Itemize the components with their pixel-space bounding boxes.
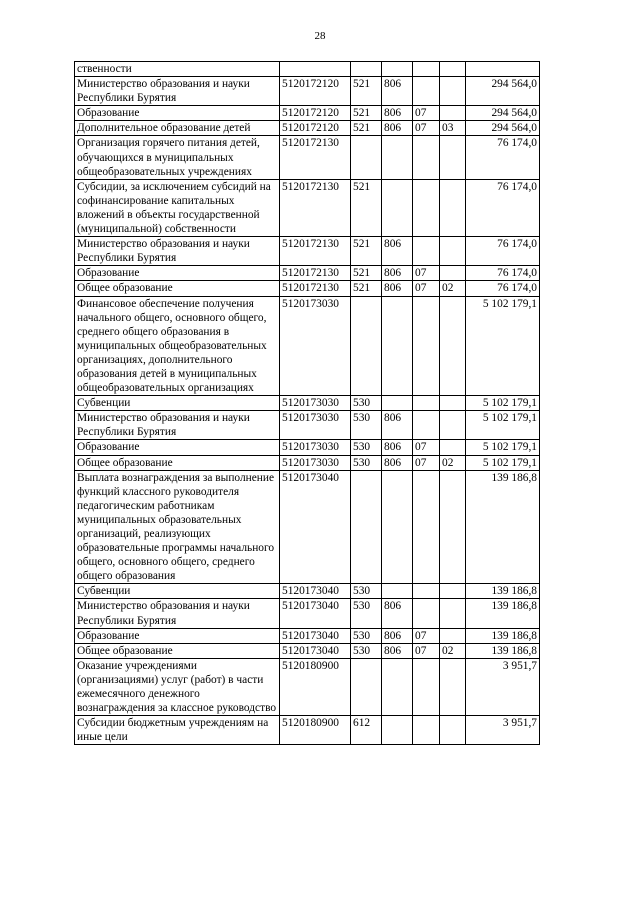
row-expense-type: 530 xyxy=(351,411,382,440)
row-subsection xyxy=(440,396,466,411)
row-section xyxy=(413,470,440,584)
row-name: Министерство образования и науки Республики Бурятия xyxy=(75,77,280,106)
table-row xyxy=(75,628,540,643)
row-expense-type: 612 xyxy=(351,716,382,745)
row-name: Образование xyxy=(75,266,280,281)
table-row xyxy=(75,237,540,266)
row-ministry-code: 806 xyxy=(382,237,413,266)
row-expense-type: 521 xyxy=(351,106,382,121)
row-amount: 76 174,0 xyxy=(466,266,540,281)
table-row xyxy=(75,411,540,440)
table-row xyxy=(75,106,540,121)
row-expense-type: 530 xyxy=(351,599,382,628)
row-section xyxy=(413,62,440,77)
row-ministry-code xyxy=(382,296,413,396)
row-ministry-code xyxy=(382,136,413,179)
row-name: Выплата вознаграждения за выполнение функций классного руководителя педагогическим работникам муниципальных образовательных организаций, реализующих образовательные программы начального общего, основного общего, среднего общего образования xyxy=(75,470,280,584)
row-target-article: 5120173030 xyxy=(280,411,351,440)
row-name: Министерство образования и науки Республики Бурятия xyxy=(75,237,280,266)
row-subsection xyxy=(440,470,466,584)
row-subsection xyxy=(440,62,466,77)
row-amount: 5 102 179,1 xyxy=(466,440,540,455)
row-target-article: 5120172120 xyxy=(280,121,351,136)
row-section: 07 xyxy=(413,266,440,281)
row-section: 07 xyxy=(413,281,440,296)
row-expense-type xyxy=(351,296,382,396)
row-subsection xyxy=(440,237,466,266)
row-ministry-code xyxy=(382,396,413,411)
row-expense-type: 530 xyxy=(351,396,382,411)
table-row xyxy=(75,77,540,106)
row-target-article: 5120173030 xyxy=(280,440,351,455)
budget-table xyxy=(74,61,540,745)
row-section xyxy=(413,77,440,106)
row-name: Общее образование xyxy=(75,455,280,470)
row-expense-type xyxy=(351,658,382,715)
row-target-article: 5120173040 xyxy=(280,584,351,599)
row-amount: 139 186,8 xyxy=(466,584,540,599)
row-section xyxy=(413,179,440,236)
row-subsection xyxy=(440,179,466,236)
row-section xyxy=(413,584,440,599)
row-subsection: 02 xyxy=(440,455,466,470)
row-name: Субвенции xyxy=(75,584,280,599)
row-expense-type xyxy=(351,470,382,584)
row-name: Образование xyxy=(75,440,280,455)
table-row xyxy=(75,296,540,396)
row-ministry-code: 806 xyxy=(382,77,413,106)
row-target-article: 5120172130 xyxy=(280,136,351,179)
row-subsection xyxy=(440,584,466,599)
row-amount: 139 186,8 xyxy=(466,643,540,658)
row-name: Общее образование xyxy=(75,643,280,658)
row-ministry-code xyxy=(382,470,413,584)
row-name: Субсидии бюджетным учреждениям на иные цели xyxy=(75,716,280,745)
budget-table-body xyxy=(75,62,540,745)
row-target-article: 5120180900 xyxy=(280,658,351,715)
row-target-article: 5120172120 xyxy=(280,106,351,121)
row-target-article: 5120180900 xyxy=(280,716,351,745)
row-amount: 5 102 179,1 xyxy=(466,411,540,440)
row-subsection xyxy=(440,77,466,106)
row-amount: 5 102 179,1 xyxy=(466,455,540,470)
row-subsection xyxy=(440,628,466,643)
row-amount: 294 564,0 xyxy=(466,106,540,121)
table-row xyxy=(75,281,540,296)
row-name: Оказание учреждениями (организациями) услуг (работ) в части ежемесячного денежного вознаграждения за классное руководство xyxy=(75,658,280,715)
row-ministry-code: 806 xyxy=(382,281,413,296)
row-expense-type: 521 xyxy=(351,77,382,106)
row-target-article: 5120173030 xyxy=(280,455,351,470)
row-ministry-code xyxy=(382,62,413,77)
table-row xyxy=(75,62,540,77)
row-section: 07 xyxy=(413,121,440,136)
table-row xyxy=(75,599,540,628)
row-amount: 139 186,8 xyxy=(466,628,540,643)
row-section xyxy=(413,716,440,745)
row-section xyxy=(413,658,440,715)
row-subsection xyxy=(440,106,466,121)
row-expense-type: 530 xyxy=(351,628,382,643)
row-subsection: 02 xyxy=(440,281,466,296)
table-row xyxy=(75,658,540,715)
row-amount: 76 174,0 xyxy=(466,179,540,236)
row-expense-type: 530 xyxy=(351,440,382,455)
row-expense-type xyxy=(351,136,382,179)
row-target-article: 5120172130 xyxy=(280,179,351,236)
row-name: Министерство образования и науки Республики Бурятия xyxy=(75,411,280,440)
row-subsection xyxy=(440,411,466,440)
row-target-article: 5120173040 xyxy=(280,470,351,584)
row-ministry-code: 806 xyxy=(382,121,413,136)
row-target-article: 5120173040 xyxy=(280,643,351,658)
row-amount: 294 564,0 xyxy=(466,121,540,136)
row-expense-type: 521 xyxy=(351,237,382,266)
row-expense-type: 530 xyxy=(351,643,382,658)
row-section xyxy=(413,296,440,396)
row-subsection: 03 xyxy=(440,121,466,136)
row-ministry-code: 806 xyxy=(382,628,413,643)
row-name: Субсидии, за исключением субсидий на софинансирование капитальных вложений в объекты государственной (муниципальной) собственности xyxy=(75,179,280,236)
table-row xyxy=(75,440,540,455)
row-ministry-code: 806 xyxy=(382,106,413,121)
row-expense-type: 530 xyxy=(351,455,382,470)
row-ministry-code xyxy=(382,584,413,599)
row-amount: 294 564,0 xyxy=(466,77,540,106)
row-ministry-code: 806 xyxy=(382,411,413,440)
row-section: 07 xyxy=(413,455,440,470)
row-amount: 139 186,8 xyxy=(466,470,540,584)
table-row xyxy=(75,179,540,236)
table-row xyxy=(75,470,540,584)
row-ministry-code xyxy=(382,179,413,236)
row-expense-type: 521 xyxy=(351,121,382,136)
row-ministry-code xyxy=(382,658,413,715)
row-section xyxy=(413,136,440,179)
row-subsection xyxy=(440,266,466,281)
row-name: Дополнительное образование детей xyxy=(75,121,280,136)
row-expense-type xyxy=(351,62,382,77)
row-amount: 139 186,8 xyxy=(466,599,540,628)
row-ministry-code: 806 xyxy=(382,266,413,281)
row-amount xyxy=(466,62,540,77)
row-subsection xyxy=(440,716,466,745)
table-row xyxy=(75,455,540,470)
row-target-article: 5120172130 xyxy=(280,237,351,266)
page-number: 28 xyxy=(314,30,326,42)
table-row xyxy=(75,121,540,136)
row-expense-type: 521 xyxy=(351,281,382,296)
row-subsection xyxy=(440,599,466,628)
row-amount: 76 174,0 xyxy=(466,136,540,179)
row-target-article: 5120173040 xyxy=(280,599,351,628)
row-amount: 76 174,0 xyxy=(466,281,540,296)
row-amount: 3 951,7 xyxy=(466,716,540,745)
row-target-article xyxy=(280,62,351,77)
row-section xyxy=(413,396,440,411)
row-section xyxy=(413,237,440,266)
row-name: Образование xyxy=(75,628,280,643)
row-section: 07 xyxy=(413,628,440,643)
row-amount: 5 102 179,1 xyxy=(466,396,540,411)
row-name: Образование xyxy=(75,106,280,121)
row-subsection xyxy=(440,136,466,179)
row-amount: 76 174,0 xyxy=(466,237,540,266)
row-subsection xyxy=(440,440,466,455)
row-target-article: 5120172120 xyxy=(280,77,351,106)
row-target-article: 5120172130 xyxy=(280,266,351,281)
table-row xyxy=(75,584,540,599)
row-target-article: 5120173030 xyxy=(280,296,351,396)
row-ministry-code: 806 xyxy=(382,599,413,628)
table-row xyxy=(75,643,540,658)
row-subsection: 02 xyxy=(440,643,466,658)
row-section xyxy=(413,599,440,628)
row-section: 07 xyxy=(413,643,440,658)
row-name: Субвенции xyxy=(75,396,280,411)
table-row xyxy=(75,396,540,411)
row-amount: 5 102 179,1 xyxy=(466,296,540,396)
row-target-article: 5120173040 xyxy=(280,628,351,643)
row-name: ственности xyxy=(75,62,280,77)
row-subsection xyxy=(440,296,466,396)
row-name: Финансовое обеспечение получения начального общего, основного общего, среднего общего образования в муниципальных общеобразовательных организациях, дополнительного образования детей в муниципальных общеобразовательных организациях xyxy=(75,296,280,396)
row-section xyxy=(413,411,440,440)
row-expense-type: 530 xyxy=(351,584,382,599)
row-name: Организация горячего питания детей, обучающихся в муниципальных общеобразовательных учреждениях xyxy=(75,136,280,179)
row-subsection xyxy=(440,658,466,715)
row-ministry-code: 806 xyxy=(382,643,413,658)
row-target-article: 5120173030 xyxy=(280,396,351,411)
row-ministry-code: 806 xyxy=(382,440,413,455)
row-name: Общее образование xyxy=(75,281,280,296)
table-row xyxy=(75,266,540,281)
table-row xyxy=(75,136,540,179)
table-row xyxy=(75,716,540,745)
row-section: 07 xyxy=(413,440,440,455)
row-ministry-code xyxy=(382,716,413,745)
row-name: Министерство образования и науки Республики Бурятия xyxy=(75,599,280,628)
row-amount: 3 951,7 xyxy=(466,658,540,715)
row-expense-type: 521 xyxy=(351,179,382,236)
row-target-article: 5120172130 xyxy=(280,281,351,296)
row-section: 07 xyxy=(413,106,440,121)
row-expense-type: 521 xyxy=(351,266,382,281)
row-ministry-code: 806 xyxy=(382,455,413,470)
